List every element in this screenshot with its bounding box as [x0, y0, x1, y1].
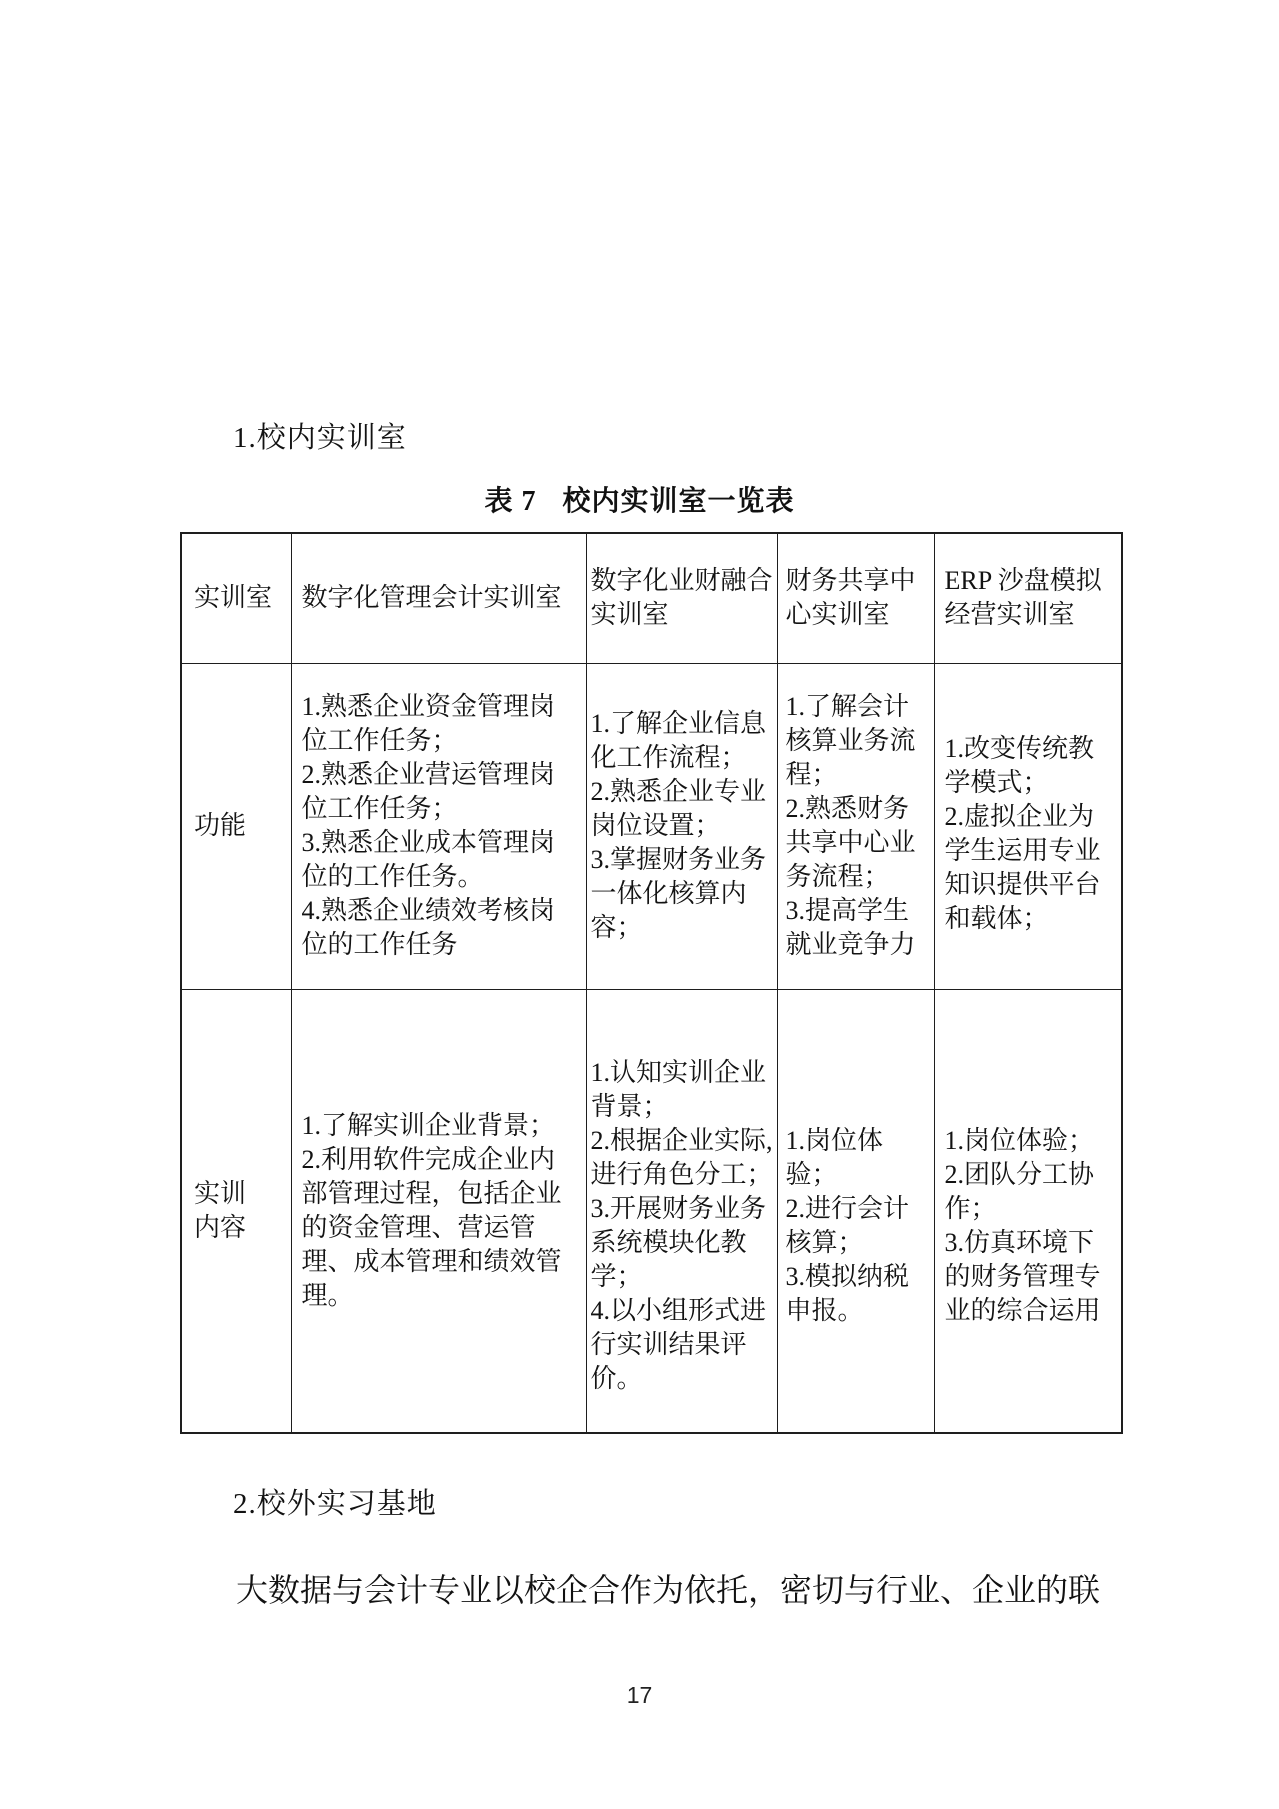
table-caption-number: 表 7: [484, 486, 537, 517]
table-header-row: [181, 533, 1122, 663]
table-caption: [0, 479, 1279, 519]
header-cell-erp-sandbox: ERP 沙盘模拟经营实训室: [934, 533, 1122, 663]
table-caption-text: 校内实训室一览表: [562, 486, 795, 517]
list-item: 1.熟悉企业资金管理岗位工作任务；: [301, 692, 556, 755]
training-cell-erp-sandbox: [934, 989, 1122, 1433]
header-cell-digital-mgmt-accounting: 数字化管理会计实训室: [291, 533, 586, 663]
page-number: 17: [626, 1682, 653, 1708]
list-item: 1.岗位体验；: [944, 1125, 1095, 1155]
list-item: 2.团队分工协作；: [944, 1159, 1095, 1223]
header-cell-finance-shared-center: 财务共享中心实训室: [777, 533, 934, 663]
list-item: 1.了解实训企业背景；: [301, 1110, 556, 1140]
function-cell-finance-shared-center: [777, 663, 934, 989]
function-cell-digital-mgmt-accounting: [291, 663, 586, 989]
header-cell-digital-biz-finance: 数字化业财融合实训室: [586, 533, 777, 663]
table-row-training-content: [181, 989, 1122, 1433]
list-item: 3.仿真环境下的财务管理专业的综合运用: [944, 1227, 1101, 1325]
list-item: 2.根据企业实际,进行角色分工；: [590, 1125, 773, 1189]
list-item: 3.开展财务业务系统模块化教学；: [590, 1193, 767, 1291]
training-cell-finance-shared-center: [777, 989, 934, 1433]
table-row-function: [181, 663, 1122, 989]
list-item: 2.熟悉财务共享中心业务流程；: [785, 794, 916, 891]
table: [180, 532, 1123, 1434]
list-item: 4.熟悉企业绩效考核岗位的工作任务: [301, 896, 556, 959]
header-cell-room: 实训室: [181, 533, 291, 663]
body-paragraph: 大数据与会计专业以校企合作为依托，密切与行业、企业的联: [236, 1572, 1101, 1608]
list-item: 2.进行会计核算；: [785, 1193, 910, 1257]
list-item: 1.改变传统教学模式；: [944, 734, 1095, 797]
list-item: 2.利用软件完成企业内部管理过程，包括企业的资金管理、营运管理、成本管理和绩效管理。: [301, 1144, 562, 1310]
list-item: 2.虚拟企业为学生运用专业知识提供平台和载体；: [944, 802, 1101, 933]
list-item: 2.熟悉企业营运管理岗位工作任务；: [301, 760, 556, 823]
list-item: 4.以小组形式进行实训结果评价。: [590, 1295, 767, 1393]
section-heading-campus-training-rooms: 1.校内实训室: [233, 422, 407, 454]
list-item: 3.提高学生就业竞争力: [785, 896, 916, 959]
list-item: 1.了解会计核算业务流程；: [785, 692, 916, 789]
training-cell-digital-biz-finance: [586, 989, 777, 1433]
training-rooms-table: [180, 532, 1121, 1434]
row-label-training-content: 实训内容: [181, 989, 291, 1433]
list-item: 1.了解企业信息化工作流程；: [590, 709, 767, 772]
list-item: 3.熟悉企业成本管理岗位的工作任务。: [301, 828, 556, 891]
function-cell-digital-biz-finance: [586, 663, 777, 989]
list-item: 2.熟悉企业专业岗位设置；: [590, 777, 767, 840]
section-heading-offcampus-bases: 2.校外实习基地: [233, 1488, 437, 1520]
list-item: 1.岗位体验；: [785, 1125, 884, 1189]
training-cell-digital-mgmt-accounting: [291, 989, 586, 1433]
row-label-function: 功能: [181, 663, 291, 989]
list-item: 3.模拟纳税申报。: [785, 1261, 910, 1325]
function-cell-erp-sandbox: [934, 663, 1122, 989]
list-item: 3.掌握财务业务一体化核算内容；: [590, 845, 767, 942]
list-item: 1.认知实训企业背景；: [590, 1057, 767, 1121]
